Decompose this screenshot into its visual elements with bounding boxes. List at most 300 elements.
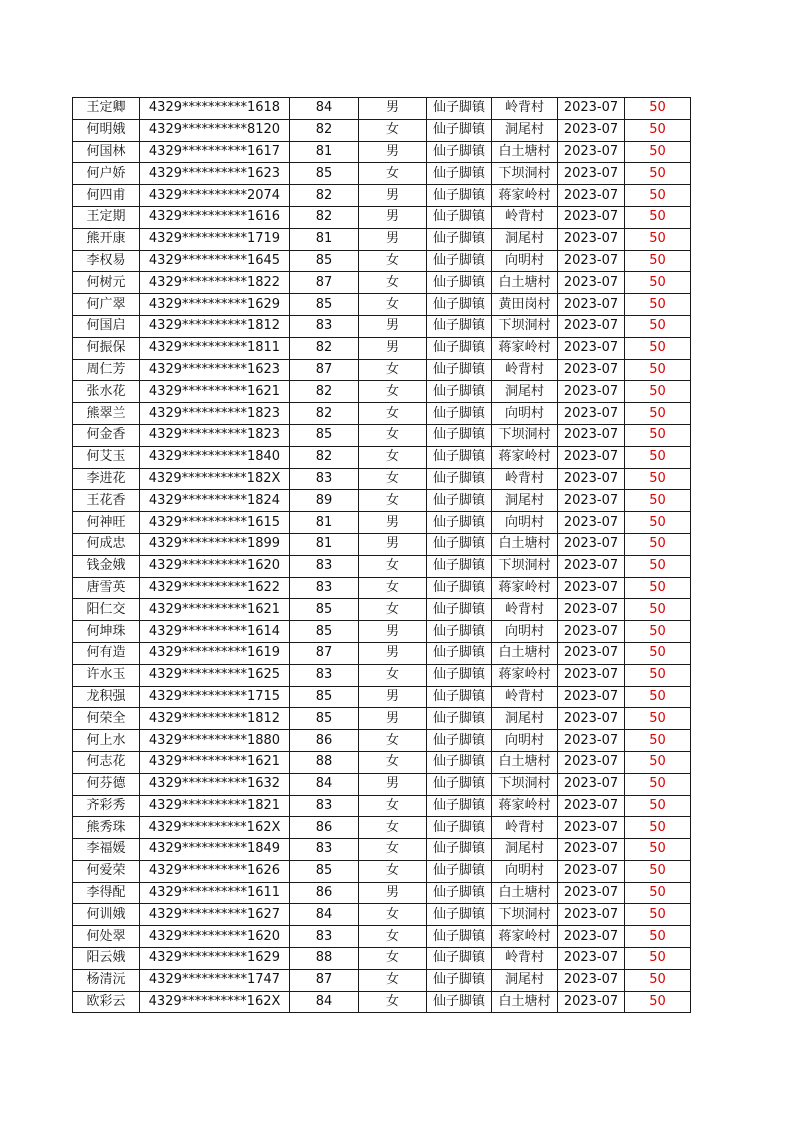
amount-cell: 50: [625, 98, 691, 120]
month-cell: 2023-07: [558, 904, 625, 926]
town-cell: 仙子脚镇: [427, 185, 492, 207]
town-cell: 仙子脚镇: [427, 98, 492, 120]
age-cell: 85: [290, 860, 359, 882]
amount-cell: 50: [625, 926, 691, 948]
town-cell: 仙子脚镇: [427, 664, 492, 686]
id-number-cell: 4329**********1632: [140, 773, 290, 795]
town-cell: 仙子脚镇: [427, 468, 492, 490]
month-cell: 2023-07: [558, 686, 625, 708]
id-number-cell: 4329**********1719: [140, 228, 290, 250]
table-row: [73, 708, 691, 730]
age-cell: 86: [290, 817, 359, 839]
month-cell: 2023-07: [558, 926, 625, 948]
table-row: [73, 490, 691, 512]
id-number-cell: 4329**********1614: [140, 621, 290, 643]
month-cell: 2023-07: [558, 141, 625, 163]
name-cell: 许水玉: [73, 664, 140, 686]
age-cell: 83: [290, 468, 359, 490]
town-cell: 仙子脚镇: [427, 686, 492, 708]
village-cell: 岭背村: [492, 817, 558, 839]
age-cell: 81: [290, 512, 359, 534]
name-cell: 何爱荣: [73, 860, 140, 882]
name-cell: 李福媛: [73, 839, 140, 861]
gender-cell: 女: [359, 860, 427, 882]
id-number-cell: 4329**********1811: [140, 337, 290, 359]
month-cell: 2023-07: [558, 795, 625, 817]
age-cell: 85: [290, 686, 359, 708]
age-cell: 83: [290, 795, 359, 817]
age-cell: 85: [290, 294, 359, 316]
id-number-cell: 4329**********1620: [140, 926, 290, 948]
month-cell: 2023-07: [558, 577, 625, 599]
gender-cell: 女: [359, 555, 427, 577]
table-row: [73, 555, 691, 577]
village-cell: 白土塘村: [492, 533, 558, 555]
id-number-cell: 4329**********1824: [140, 490, 290, 512]
id-number-cell: 4329**********1812: [140, 708, 290, 730]
id-number-cell: 4329**********8120: [140, 119, 290, 141]
gender-cell: 女: [359, 577, 427, 599]
table-row: [73, 577, 691, 599]
name-cell: 何志花: [73, 751, 140, 773]
id-number-cell: 4329**********1616: [140, 206, 290, 228]
age-cell: 87: [290, 969, 359, 991]
id-number-cell: 4329**********1611: [140, 882, 290, 904]
table-row: [73, 403, 691, 425]
gender-cell: 男: [359, 98, 427, 120]
table-row: [73, 141, 691, 163]
amount-cell: 50: [625, 882, 691, 904]
name-cell: 何处翠: [73, 926, 140, 948]
name-cell: 何神旺: [73, 512, 140, 534]
age-cell: 81: [290, 228, 359, 250]
name-cell: 熊翠兰: [73, 403, 140, 425]
table-row: [73, 468, 691, 490]
village-cell: 岭背村: [492, 98, 558, 120]
amount-cell: 50: [625, 359, 691, 381]
name-cell: 龙积强: [73, 686, 140, 708]
village-cell: 洞尾村: [492, 228, 558, 250]
amount-cell: 50: [625, 119, 691, 141]
name-cell: 何金香: [73, 424, 140, 446]
village-cell: 下坝洞村: [492, 315, 558, 337]
village-cell: 向明村: [492, 403, 558, 425]
name-cell: 钱金娥: [73, 555, 140, 577]
town-cell: 仙子脚镇: [427, 991, 492, 1013]
table-row: [73, 206, 691, 228]
table-row: [73, 948, 691, 970]
table-row: [73, 839, 691, 861]
name-cell: 唐雪英: [73, 577, 140, 599]
table-row: [73, 882, 691, 904]
village-cell: 向明村: [492, 250, 558, 272]
table-row: [73, 533, 691, 555]
month-cell: 2023-07: [558, 337, 625, 359]
table-row: [73, 795, 691, 817]
gender-cell: 男: [359, 773, 427, 795]
name-cell: 何国林: [73, 141, 140, 163]
age-cell: 82: [290, 446, 359, 468]
name-cell: 王定卿: [73, 98, 140, 120]
age-cell: 85: [290, 250, 359, 272]
age-cell: 82: [290, 381, 359, 403]
table-row: [73, 926, 691, 948]
month-cell: 2023-07: [558, 730, 625, 752]
id-number-cell: 4329**********1621: [140, 599, 290, 621]
age-cell: 87: [290, 642, 359, 664]
month-cell: 2023-07: [558, 250, 625, 272]
amount-cell: 50: [625, 163, 691, 185]
age-cell: 88: [290, 751, 359, 773]
month-cell: 2023-07: [558, 403, 625, 425]
id-number-cell: 4329**********1849: [140, 839, 290, 861]
age-cell: 82: [290, 337, 359, 359]
town-cell: 仙子脚镇: [427, 577, 492, 599]
age-cell: 89: [290, 490, 359, 512]
id-number-cell: 4329**********1880: [140, 730, 290, 752]
table-row: [73, 664, 691, 686]
town-cell: 仙子脚镇: [427, 381, 492, 403]
gender-cell: 女: [359, 424, 427, 446]
village-cell: 白土塘村: [492, 272, 558, 294]
id-number-cell: 4329**********1823: [140, 424, 290, 446]
id-number-cell: 4329**********1619: [140, 642, 290, 664]
name-cell: 何明娥: [73, 119, 140, 141]
id-number-cell: 4329**********162X: [140, 991, 290, 1013]
town-cell: 仙子脚镇: [427, 163, 492, 185]
id-number-cell: 4329**********182X: [140, 468, 290, 490]
month-cell: 2023-07: [558, 512, 625, 534]
town-cell: 仙子脚镇: [427, 751, 492, 773]
amount-cell: 50: [625, 860, 691, 882]
id-number-cell: 4329**********1899: [140, 533, 290, 555]
id-number-cell: 4329**********2074: [140, 185, 290, 207]
table-row: [73, 512, 691, 534]
age-cell: 84: [290, 904, 359, 926]
town-cell: 仙子脚镇: [427, 708, 492, 730]
town-cell: 仙子脚镇: [427, 359, 492, 381]
id-number-cell: 4329**********1823: [140, 403, 290, 425]
village-cell: 向明村: [492, 860, 558, 882]
gender-cell: 女: [359, 969, 427, 991]
amount-cell: 50: [625, 185, 691, 207]
village-cell: 洞尾村: [492, 708, 558, 730]
month-cell: 2023-07: [558, 490, 625, 512]
age-cell: 83: [290, 315, 359, 337]
village-cell: 下坝洞村: [492, 163, 558, 185]
town-cell: 仙子脚镇: [427, 119, 492, 141]
id-number-cell: 4329**********1623: [140, 163, 290, 185]
village-cell: 白土塘村: [492, 882, 558, 904]
amount-cell: 50: [625, 141, 691, 163]
month-cell: 2023-07: [558, 991, 625, 1013]
id-number-cell: 4329**********1629: [140, 294, 290, 316]
id-number-cell: 4329**********1621: [140, 751, 290, 773]
age-cell: 85: [290, 163, 359, 185]
id-number-cell: 4329**********1617: [140, 141, 290, 163]
month-cell: 2023-07: [558, 664, 625, 686]
month-cell: 2023-07: [558, 359, 625, 381]
village-cell: 白土塘村: [492, 751, 558, 773]
town-cell: 仙子脚镇: [427, 948, 492, 970]
village-cell: 蒋家岭村: [492, 664, 558, 686]
name-cell: 阳仁交: [73, 599, 140, 621]
village-cell: 蒋家岭村: [492, 185, 558, 207]
gender-cell: 女: [359, 119, 427, 141]
id-number-cell: 4329**********1627: [140, 904, 290, 926]
town-cell: 仙子脚镇: [427, 926, 492, 948]
amount-cell: 50: [625, 512, 691, 534]
month-cell: 2023-07: [558, 621, 625, 643]
table-body: [73, 98, 691, 1013]
amount-cell: 50: [625, 490, 691, 512]
month-cell: 2023-07: [558, 751, 625, 773]
month-cell: 2023-07: [558, 860, 625, 882]
id-number-cell: 4329**********1622: [140, 577, 290, 599]
gender-cell: 男: [359, 206, 427, 228]
village-cell: 蒋家岭村: [492, 926, 558, 948]
town-cell: 仙子脚镇: [427, 533, 492, 555]
month-cell: 2023-07: [558, 817, 625, 839]
month-cell: 2023-07: [558, 773, 625, 795]
name-cell: 何芬德: [73, 773, 140, 795]
age-cell: 87: [290, 272, 359, 294]
age-cell: 85: [290, 708, 359, 730]
subsidy-table: [72, 97, 691, 1013]
month-cell: 2023-07: [558, 446, 625, 468]
table-row: [73, 119, 691, 141]
village-cell: 洞尾村: [492, 969, 558, 991]
month-cell: 2023-07: [558, 315, 625, 337]
town-cell: 仙子脚镇: [427, 250, 492, 272]
town-cell: 仙子脚镇: [427, 228, 492, 250]
gender-cell: 女: [359, 446, 427, 468]
age-cell: 83: [290, 664, 359, 686]
name-cell: 何荣全: [73, 708, 140, 730]
month-cell: 2023-07: [558, 882, 625, 904]
gender-cell: 女: [359, 926, 427, 948]
village-cell: 岭背村: [492, 948, 558, 970]
month-cell: 2023-07: [558, 294, 625, 316]
village-cell: 洞尾村: [492, 490, 558, 512]
id-number-cell: 4329**********162X: [140, 817, 290, 839]
age-cell: 85: [290, 621, 359, 643]
table-row: [73, 359, 691, 381]
amount-cell: 50: [625, 272, 691, 294]
village-cell: 岭背村: [492, 599, 558, 621]
table-row: [73, 446, 691, 468]
town-cell: 仙子脚镇: [427, 337, 492, 359]
table-row: [73, 686, 691, 708]
id-number-cell: 4329**********1822: [140, 272, 290, 294]
amount-cell: 50: [625, 555, 691, 577]
id-number-cell: 4329**********1626: [140, 860, 290, 882]
gender-cell: 女: [359, 948, 427, 970]
name-cell: 欧彩云: [73, 991, 140, 1013]
amount-cell: 50: [625, 621, 691, 643]
table-row: [73, 250, 691, 272]
village-cell: 岭背村: [492, 206, 558, 228]
gender-cell: 女: [359, 991, 427, 1013]
village-cell: 洞尾村: [492, 381, 558, 403]
month-cell: 2023-07: [558, 555, 625, 577]
gender-cell: 女: [359, 664, 427, 686]
gender-cell: 男: [359, 315, 427, 337]
age-cell: 84: [290, 773, 359, 795]
town-cell: 仙子脚镇: [427, 839, 492, 861]
name-cell: 何四甫: [73, 185, 140, 207]
gender-cell: 女: [359, 751, 427, 773]
gender-cell: 男: [359, 141, 427, 163]
table-row: [73, 163, 691, 185]
gender-cell: 男: [359, 642, 427, 664]
age-cell: 83: [290, 839, 359, 861]
table-row: [73, 424, 691, 446]
table-row: [73, 730, 691, 752]
amount-cell: 50: [625, 839, 691, 861]
gender-cell: 男: [359, 882, 427, 904]
gender-cell: 男: [359, 621, 427, 643]
gender-cell: 男: [359, 533, 427, 555]
amount-cell: 50: [625, 773, 691, 795]
amount-cell: 50: [625, 446, 691, 468]
table-row: [73, 642, 691, 664]
table-row: [73, 381, 691, 403]
age-cell: 83: [290, 926, 359, 948]
table-row: [73, 228, 691, 250]
gender-cell: 女: [359, 599, 427, 621]
name-cell: 何户娇: [73, 163, 140, 185]
age-cell: 81: [290, 533, 359, 555]
village-cell: 下坝洞村: [492, 904, 558, 926]
name-cell: 杨清沅: [73, 969, 140, 991]
table-row: [73, 904, 691, 926]
town-cell: 仙子脚镇: [427, 969, 492, 991]
gender-cell: 女: [359, 468, 427, 490]
town-cell: 仙子脚镇: [427, 817, 492, 839]
amount-cell: 50: [625, 403, 691, 425]
month-cell: 2023-07: [558, 708, 625, 730]
amount-cell: 50: [625, 337, 691, 359]
amount-cell: 50: [625, 948, 691, 970]
name-cell: 何有造: [73, 642, 140, 664]
amount-cell: 50: [625, 250, 691, 272]
gender-cell: 男: [359, 512, 427, 534]
gender-cell: 男: [359, 686, 427, 708]
name-cell: 张水花: [73, 381, 140, 403]
age-cell: 82: [290, 119, 359, 141]
id-number-cell: 4329**********1620: [140, 555, 290, 577]
name-cell: 何国启: [73, 315, 140, 337]
table-row: [73, 817, 691, 839]
gender-cell: 女: [359, 839, 427, 861]
amount-cell: 50: [625, 991, 691, 1013]
name-cell: 阳云娥: [73, 948, 140, 970]
table-row: [73, 185, 691, 207]
age-cell: 85: [290, 599, 359, 621]
age-cell: 87: [290, 359, 359, 381]
amount-cell: 50: [625, 904, 691, 926]
village-cell: 蒋家岭村: [492, 446, 558, 468]
month-cell: 2023-07: [558, 119, 625, 141]
id-number-cell: 4329**********1623: [140, 359, 290, 381]
age-cell: 82: [290, 403, 359, 425]
amount-cell: 50: [625, 577, 691, 599]
amount-cell: 50: [625, 642, 691, 664]
month-cell: 2023-07: [558, 599, 625, 621]
gender-cell: 女: [359, 904, 427, 926]
gender-cell: 女: [359, 359, 427, 381]
gender-cell: 女: [359, 381, 427, 403]
amount-cell: 50: [625, 294, 691, 316]
id-number-cell: 4329**********1840: [140, 446, 290, 468]
town-cell: 仙子脚镇: [427, 424, 492, 446]
amount-cell: 50: [625, 533, 691, 555]
village-cell: 岭背村: [492, 468, 558, 490]
village-cell: 向明村: [492, 730, 558, 752]
month-cell: 2023-07: [558, 424, 625, 446]
gender-cell: 女: [359, 294, 427, 316]
gender-cell: 女: [359, 163, 427, 185]
town-cell: 仙子脚镇: [427, 730, 492, 752]
table-row: [73, 337, 691, 359]
table-row: [73, 294, 691, 316]
gender-cell: 女: [359, 490, 427, 512]
name-cell: 齐彩秀: [73, 795, 140, 817]
table-row: [73, 315, 691, 337]
table-row: [73, 860, 691, 882]
month-cell: 2023-07: [558, 969, 625, 991]
month-cell: 2023-07: [558, 381, 625, 403]
amount-cell: 50: [625, 206, 691, 228]
town-cell: 仙子脚镇: [427, 141, 492, 163]
month-cell: 2023-07: [558, 642, 625, 664]
month-cell: 2023-07: [558, 228, 625, 250]
name-cell: 王定期: [73, 206, 140, 228]
table-row: [73, 98, 691, 120]
table-row: [73, 969, 691, 991]
town-cell: 仙子脚镇: [427, 555, 492, 577]
table-row: [73, 751, 691, 773]
table-row: [73, 621, 691, 643]
name-cell: 李权易: [73, 250, 140, 272]
month-cell: 2023-07: [558, 839, 625, 861]
village-cell: 下坝洞村: [492, 424, 558, 446]
name-cell: 何成忠: [73, 533, 140, 555]
amount-cell: 50: [625, 468, 691, 490]
village-cell: 岭背村: [492, 359, 558, 381]
name-cell: 何坤珠: [73, 621, 140, 643]
amount-cell: 50: [625, 381, 691, 403]
village-cell: 黄田岗村: [492, 294, 558, 316]
village-cell: 蒋家岭村: [492, 577, 558, 599]
gender-cell: 男: [359, 708, 427, 730]
id-number-cell: 4329**********1618: [140, 98, 290, 120]
town-cell: 仙子脚镇: [427, 904, 492, 926]
month-cell: 2023-07: [558, 185, 625, 207]
gender-cell: 女: [359, 730, 427, 752]
town-cell: 仙子脚镇: [427, 795, 492, 817]
village-cell: 岭背村: [492, 686, 558, 708]
amount-cell: 50: [625, 708, 691, 730]
name-cell: 熊开康: [73, 228, 140, 250]
gender-cell: 女: [359, 795, 427, 817]
town-cell: 仙子脚镇: [427, 206, 492, 228]
village-cell: 白土塘村: [492, 141, 558, 163]
town-cell: 仙子脚镇: [427, 599, 492, 621]
age-cell: 82: [290, 206, 359, 228]
age-cell: 85: [290, 424, 359, 446]
